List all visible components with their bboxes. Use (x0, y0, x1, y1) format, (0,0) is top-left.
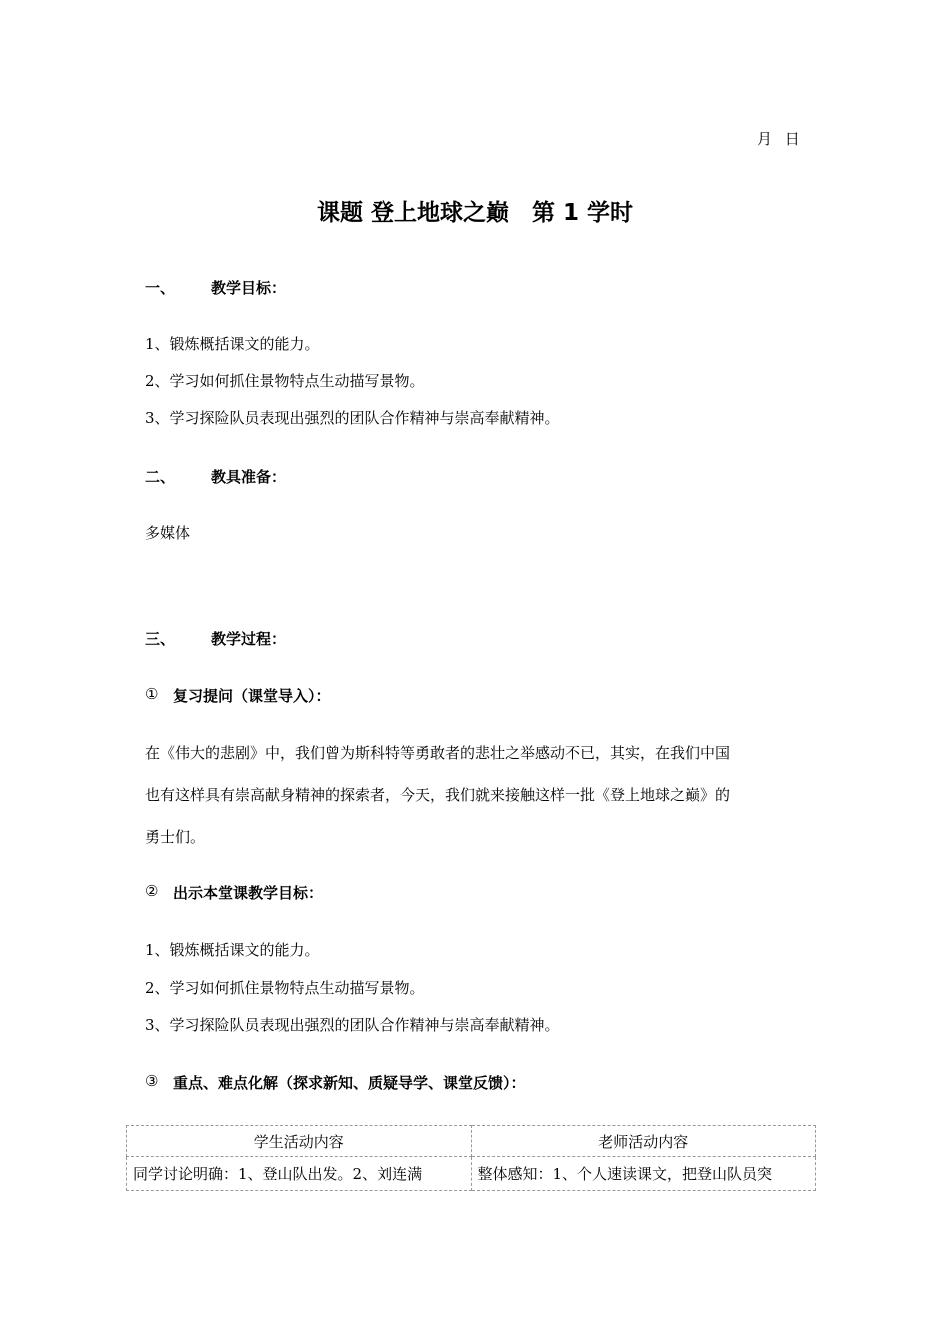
section-label: 教学目标： (211, 279, 287, 297)
page-title: 课题 登上地球之巅 第 1 学时 (316, 200, 634, 226)
cell-teacher-activity: 整体感知：1、个人速读课文，把登山队员突 (471, 1157, 816, 1191)
list-item: 2、学习如何抓住景物特点生动描写景物。 (145, 372, 425, 390)
step-number: ① (145, 685, 159, 703)
step-label: 出示本堂课教学目标： (173, 884, 324, 902)
activity-table (126, 1125, 816, 1191)
step-number: ③ (145, 1072, 159, 1090)
section-number: 一、 (145, 279, 176, 297)
table-row (127, 1157, 816, 1191)
section-label: 教学过程： (211, 630, 287, 648)
paragraph-line: 在《伟大的悲剧》中，我们曾为斯科特等勇敢者的悲壮之举感动不已，其实，在我们中国 (145, 744, 731, 762)
list-item: 3、学习探险队员表现出强烈的团队合作精神与崇高奉献精神。 (145, 1016, 560, 1034)
list-item: 3、学习探险队员表现出强烈的团队合作精神与崇高奉献精神。 (145, 409, 560, 427)
step-number: ② (145, 882, 159, 900)
cell-student-activity: 同学讨论明确：1、登山队出发。2、刘连满 (127, 1157, 472, 1191)
section-label: 教具准备： (211, 468, 287, 486)
header-teacher-activity: 老师活动内容 (471, 1126, 816, 1157)
tools-text: 多媒体 (145, 524, 191, 542)
table-header-row (127, 1126, 816, 1157)
step-label: 重点、难点化解（探求新知、质疑导学、课堂反馈）： (173, 1074, 526, 1092)
paragraph-line: 勇士们。 (145, 828, 206, 846)
section-number: 二、 (145, 468, 176, 486)
date-line: 月 日 (757, 130, 800, 148)
list-item: 1、锻炼概括课文的能力。 (145, 335, 320, 353)
section-number: 三、 (145, 630, 176, 648)
step-label: 复习提问（课堂导入）： (173, 687, 331, 705)
paragraph-line: 也有这样具有崇高献身精神的探索者，今天，我们就来接触这样一批《登上地球之巅》的 (145, 786, 731, 804)
list-item: 2、学习如何抓住景物特点生动描写景物。 (145, 979, 425, 997)
header-student-activity: 学生活动内容 (127, 1126, 472, 1157)
list-item: 1、锻炼概括课文的能力。 (145, 941, 320, 959)
